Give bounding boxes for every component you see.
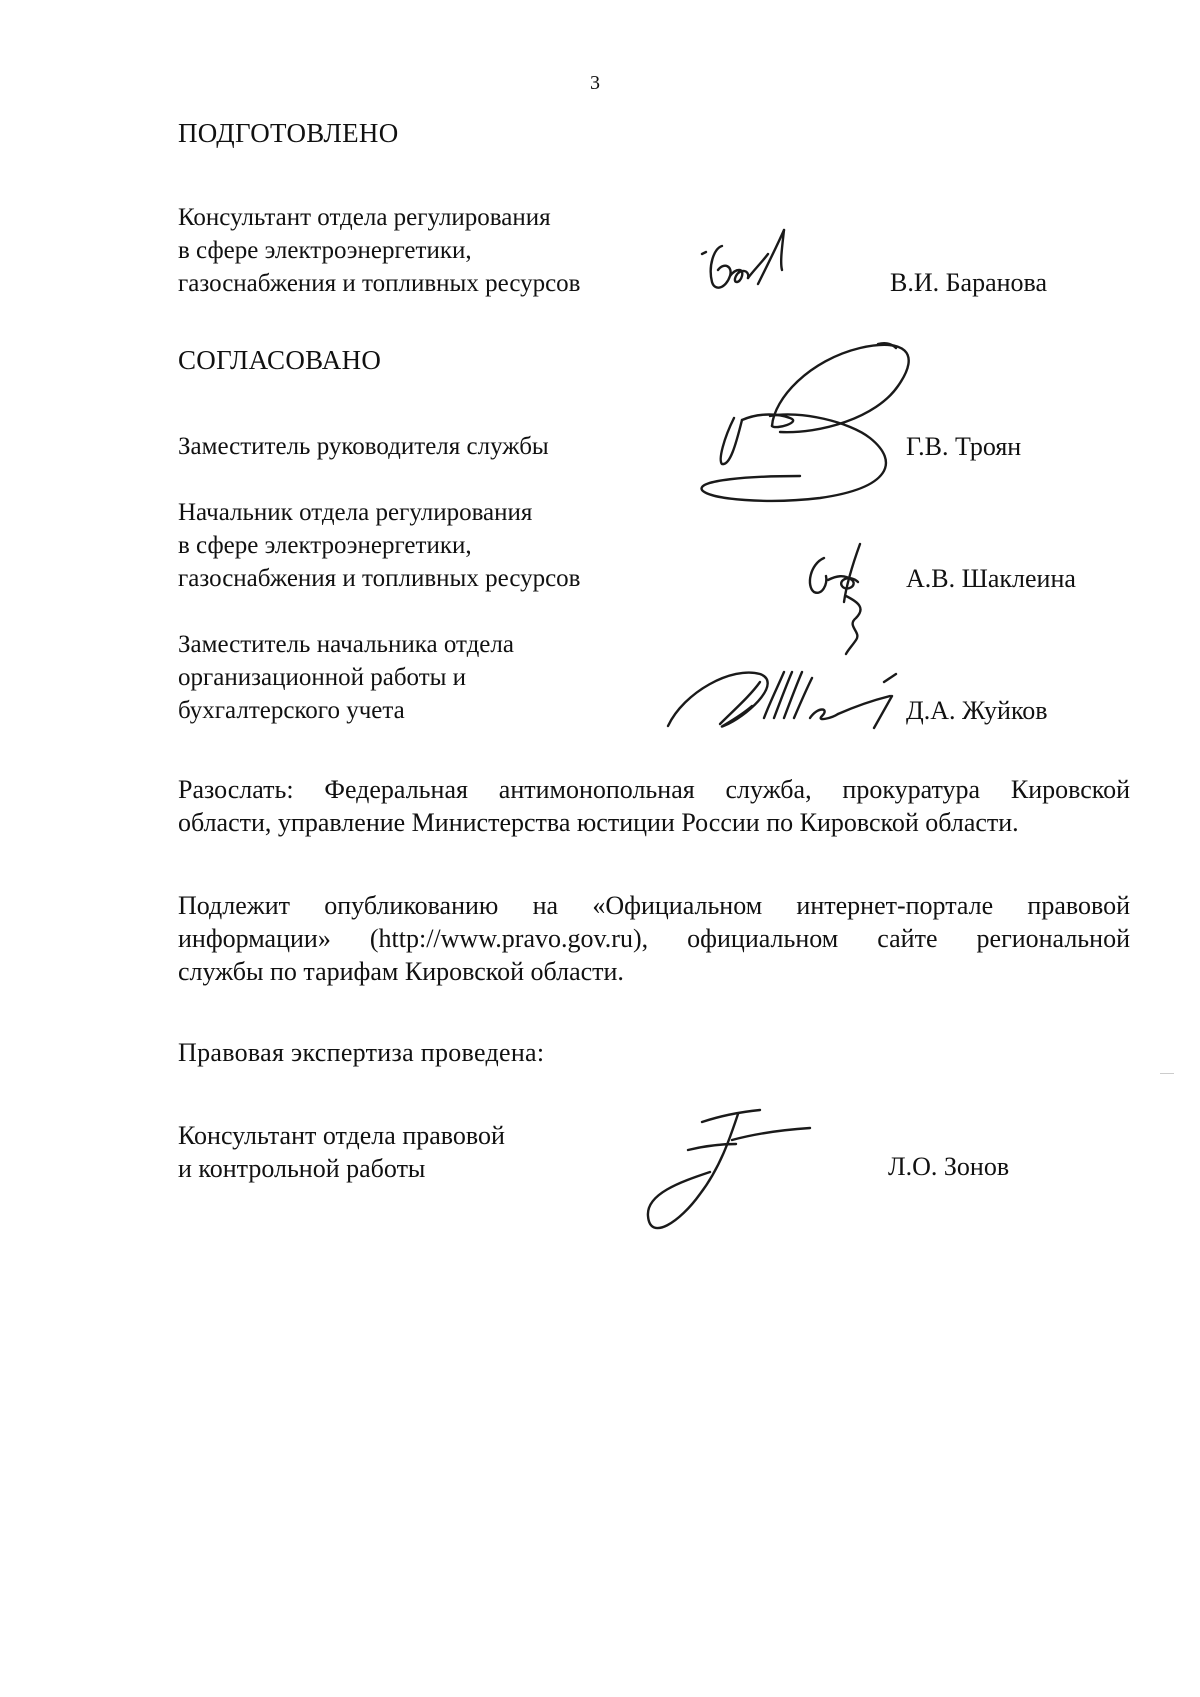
prepared-name: В.И. Баранова — [890, 268, 1048, 297]
signer-2-position — [178, 496, 581, 595]
position-line: в сфере электроэнергетики, — [178, 532, 472, 559]
position-line: Начальник отдела регулирования — [178, 499, 533, 526]
signature-troyan — [690, 338, 940, 518]
distribution-paragraph — [178, 773, 1130, 839]
signer-3-name: Д.А. Жуйков — [906, 696, 1048, 725]
signature-zhuykov — [660, 660, 910, 740]
paragraph-line: Разослать: Федеральная антимонопольная служба, прокуратура Кировской — [178, 775, 1130, 804]
position-line: Заместитель начальника отдела — [178, 631, 514, 658]
page-number: 3 — [590, 72, 600, 94]
signer-2-name: А.В. Шаклеина — [906, 564, 1076, 593]
position-line: организационной работы и — [178, 664, 467, 691]
legal-review-position — [178, 1119, 505, 1185]
signature-zonov — [640, 1098, 820, 1238]
position-line: газоснабжения и топливных ресурсов — [178, 270, 581, 297]
position-line: в сфере электроэнергетики, — [178, 237, 472, 264]
position-line: бухгалтерского учета — [178, 697, 405, 724]
position-line: Консультант отдела правовой — [178, 1121, 505, 1150]
agreed-heading: СОГЛАСОВАНО — [178, 345, 382, 375]
paragraph-line: службы по тарифам Кировской области. — [178, 957, 624, 986]
position-line: газоснабжения и топливных ресурсов — [178, 565, 581, 592]
signature-baranova — [700, 218, 810, 308]
signature-shakleina — [800, 536, 890, 656]
signer-1-position — [178, 430, 549, 463]
position-line: Заместитель руководителя службы — [178, 433, 549, 460]
publication-paragraph — [178, 889, 1130, 988]
legal-review-name: Л.О. Зонов — [888, 1152, 1010, 1181]
legal-review-heading: Правовая экспертиза проведена: — [178, 1038, 545, 1067]
scan-mark — [1160, 1073, 1174, 1074]
signer-1-name: Г.В. Троян — [906, 432, 1022, 461]
position-line: Консультант отдела регулирования — [178, 204, 551, 231]
paragraph-line: области, управление Министерства юстиции России по Кировской области. — [178, 808, 1019, 837]
paragraph-line: Подлежит опубликованию на «Официальном интернет-портале правовой — [178, 891, 1130, 920]
prepared-heading: ПОДГОТОВЛЕНО — [178, 118, 399, 148]
prepared-position — [178, 201, 581, 300]
paragraph-line: информации» (http://www.pravo.gov.ru), официальном сайте региональной — [178, 924, 1130, 953]
signer-3-position — [178, 628, 514, 727]
position-line: и контрольной работы — [178, 1154, 426, 1183]
